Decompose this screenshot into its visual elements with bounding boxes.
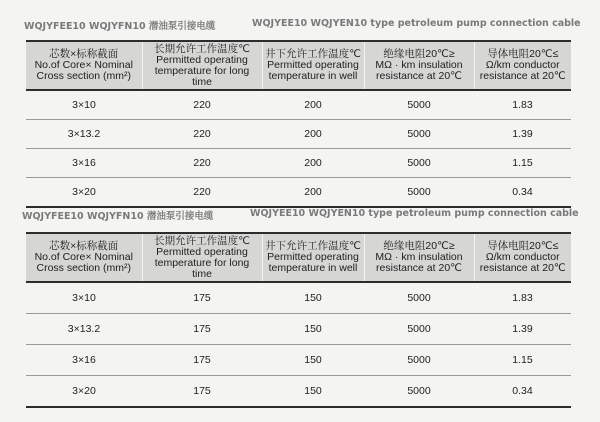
- cell-well-temp: 200: [262, 120, 364, 149]
- cell-core-section: 3×16: [26, 345, 142, 376]
- header-en-line2: resistance at 20℃: [479, 262, 566, 274]
- cell-insulation-resistance: 5000: [364, 178, 474, 208]
- header-core-section: [26, 41, 142, 90]
- header-zh: 井下允许工作温度℃: [265, 240, 361, 252]
- header-en-line1: Ω/km conductor: [485, 59, 560, 71]
- cell-insulation-resistance: 5000: [364, 149, 474, 178]
- header-long-term-temp: [142, 233, 262, 282]
- header-row: [26, 233, 571, 282]
- header-zh: 井下允许工作温度℃: [265, 48, 361, 60]
- header-en-line2: temperature for long time: [154, 256, 250, 280]
- header-en-line1: Permitted operating: [267, 251, 359, 263]
- header-insulation-resistance: [364, 233, 474, 282]
- cell-core-section: 3×20: [26, 376, 142, 408]
- cell-well-temp: 150: [262, 314, 364, 345]
- table-body: [26, 282, 571, 407]
- cell-core-section: 3×13.2: [26, 314, 142, 345]
- cell-well-temp: 200: [262, 178, 364, 208]
- header-row: [26, 41, 571, 90]
- header-en-line2: temperature in well: [268, 70, 358, 82]
- cell-insulation-resistance: 5000: [364, 90, 474, 120]
- cell-long-term-temp: 175: [142, 376, 262, 408]
- table-row: [26, 314, 571, 345]
- table-title-english: WQJYEE10 WQJYEN10 type petroleum pump connection cable: [250, 208, 579, 219]
- header-long-term-temp: [142, 41, 262, 90]
- table-title: [0, 208, 600, 224]
- spec-table: [26, 232, 571, 408]
- header-en-line1: Permitted operating: [267, 59, 359, 71]
- table-title-chinese: WQJYFEE10 WQJYFN10 潜油泵引接电缆: [24, 21, 216, 32]
- cell-conductor-resistance: 1.39: [474, 314, 571, 345]
- header-well-temp: [262, 233, 364, 282]
- cell-core-section: 3×20: [26, 178, 142, 208]
- header-en-line2: resistance at 20℃: [376, 262, 462, 274]
- header-zh: 导体电阻20℃≤: [487, 240, 559, 252]
- header-core-section: [26, 233, 142, 282]
- cell-conductor-resistance: 1.15: [474, 345, 571, 376]
- header-conductor-resistance: [474, 233, 571, 282]
- cell-core-section: 3×10: [26, 90, 142, 120]
- header-zh: 导体电阻20℃≤: [487, 48, 559, 60]
- cell-well-temp: 150: [262, 345, 364, 376]
- cell-insulation-resistance: 5000: [364, 314, 474, 345]
- cell-long-term-temp: 220: [142, 178, 262, 208]
- cell-insulation-resistance: 5000: [364, 345, 474, 376]
- header-en-line2: temperature for long time: [154, 64, 250, 88]
- header-conductor-resistance: [474, 41, 571, 90]
- header-zh: 长期允许工作温度℃: [154, 42, 250, 55]
- spec-table: [26, 40, 571, 208]
- header-insulation-resistance: [364, 41, 474, 90]
- table-row: [26, 120, 571, 149]
- header-zh: 芯数×标称截面: [49, 48, 119, 60]
- header-zh: 长期允许工作温度℃: [154, 234, 250, 247]
- header-en-line1: Permitted operating: [156, 53, 248, 66]
- header-en-line1: Permitted operating: [156, 245, 248, 258]
- table-body: [26, 90, 571, 207]
- cell-insulation-resistance: 5000: [364, 282, 474, 314]
- cell-conductor-resistance: 1.15: [474, 149, 571, 178]
- cell-long-term-temp: 220: [142, 149, 262, 178]
- header-zh: 芯数×标称截面: [49, 240, 119, 252]
- cell-long-term-temp: 175: [142, 345, 262, 376]
- header-en-line2: resistance at 20℃: [376, 70, 462, 82]
- header-en-line1: Ω/km conductor: [485, 251, 560, 263]
- table-row: [26, 149, 571, 178]
- cell-long-term-temp: 175: [142, 282, 262, 314]
- cell-well-temp: 200: [262, 149, 364, 178]
- cell-insulation-resistance: 5000: [364, 376, 474, 408]
- header-en-line1: No.of Core× Nominal: [34, 251, 133, 263]
- table-row: [26, 90, 571, 120]
- cell-well-temp: 150: [262, 282, 364, 314]
- cell-core-section: 3×13.2: [26, 120, 142, 149]
- table-section-220: [0, 18, 600, 198]
- cell-long-term-temp: 175: [142, 314, 262, 345]
- cell-long-term-temp: 220: [142, 90, 262, 120]
- cell-conductor-resistance: 1.83: [474, 282, 571, 314]
- header-zh: 绝缘电阻20℃≥: [383, 48, 455, 60]
- table-title-english: WQJYEE10 WQJYEN10 type petroleum pump connection cable: [252, 18, 581, 29]
- cell-well-temp: 200: [262, 90, 364, 120]
- cell-conductor-resistance: 0.34: [474, 178, 571, 208]
- cell-conductor-resistance: 1.39: [474, 120, 571, 149]
- table-row: [26, 178, 571, 208]
- header-zh: 绝缘电阻20℃≥: [383, 240, 455, 252]
- header-well-temp: [262, 41, 364, 90]
- table-title: [0, 18, 600, 34]
- cell-core-section: 3×10: [26, 282, 142, 314]
- cell-conductor-resistance: 0.34: [474, 376, 571, 408]
- header-en-line2: temperature in well: [268, 262, 358, 274]
- table-title-chinese: WQJYFEE10 WQJYFN10 潜油泵引接电缆: [22, 211, 214, 222]
- cell-conductor-resistance: 1.83: [474, 90, 571, 120]
- header-en-line2: Cross section (mm²): [36, 262, 131, 274]
- table-section-175: [0, 208, 600, 397]
- header-en-line2: Cross section (mm²): [36, 70, 131, 82]
- table-row: [26, 282, 571, 314]
- cell-long-term-temp: 220: [142, 120, 262, 149]
- table-row: [26, 345, 571, 376]
- cell-core-section: 3×16: [26, 149, 142, 178]
- header-en-line1: MΩ · km insulation: [375, 59, 463, 71]
- cell-insulation-resistance: 5000: [364, 120, 474, 149]
- cell-well-temp: 150: [262, 376, 364, 408]
- header-en-line1: MΩ · km insulation: [375, 251, 463, 263]
- header-en-line2: resistance at 20℃: [479, 70, 566, 82]
- table-row: [26, 376, 571, 408]
- header-en-line1: No.of Core× Nominal: [34, 59, 133, 71]
